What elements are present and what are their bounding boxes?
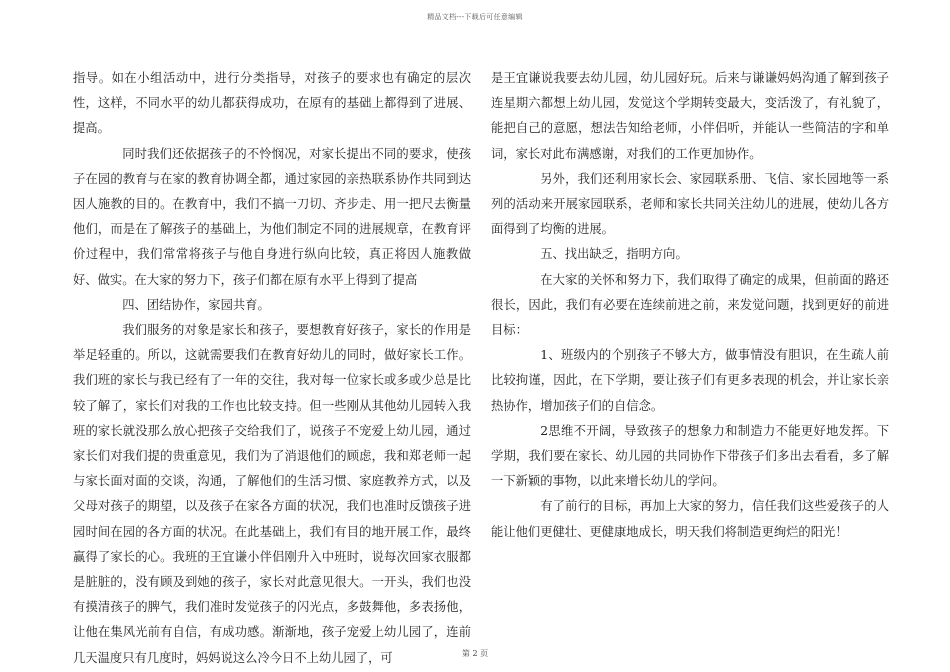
list-item: 2思维不开阔，导致孩子的想象力和制造力不能更好地发挥。下学期，我们要在家长、幼儿园的共同协作下带孩子们多出去看看，多了解一下新颖的事物，以此来增长幼儿的学问。 xyxy=(491,423,889,489)
section-heading: 四、团结协作，家园共育。 xyxy=(122,297,270,312)
paragraph: 指导。如在小组活动中，进行分类指导，对孩子的要求也有确定的层次性，这样，不同水平的幼儿都获得成功，在原有的基础上都得到了进展、提高。 xyxy=(73,71,471,136)
paragraph: 另外，我们还利用家长会、家园联系册、飞信、家长园地等一系列的活动来开展家园联系，老师和家长共同关注幼儿的进展，使幼儿各方面得到了均衡的进展。 xyxy=(491,171,889,237)
section-heading: 五、找出缺乏，指明方向。 xyxy=(540,247,688,262)
page-header: 精品文档---下载后可任意编辑 xyxy=(427,13,523,21)
paragraph: 同时我们还依据孩子的不怜悯况，对家长提出不同的要求，使孩子在园的教育与在家的教育协调全都，通过家园的亲热联系协作共同到达因人施教的目的。在教育中，我们不搞一刀切、齐步走、用一把尺去衡量他们，而是在了解孩子的基础上，为他们制定不同的进展规章，在教育评价过程中，我们常常将孩子与他自身进行纵向比较，真正将因人施教做好、做实。在大家的努力下，孩子们都在原有水平上得到了提高 xyxy=(73,146,471,287)
paragraph: 有了前行的目标，再加上大家的努力，信任我们这些爱孩子的人能让他们更健壮、更健康地成长，明天我们将制造更绚烂的阳光！ xyxy=(491,499,889,539)
paragraph: 在大家的关怀和努力下，我们取得了确定的成果，但前面的路还很长，因此，我们有必要在连续前进之前，来发觉问题，找到更好的前进目标： xyxy=(491,272,889,338)
page-number: 第 2 页 xyxy=(461,649,489,658)
paragraph: 我们服务的对象是家长和孩子，要想教育好孩子，家长的作用是举足轻重的。所以，这就需要我们在教育好幼儿的同时，做好家长工作。我们班的家长与我已经有了一年的交往，我对每一位家长或多或少总是比较了解了，家长们对我的工作也比较支持。但一些刚从其他幼儿园转入我班的家长就没那么放心把孩子交给我们了，说孩子不宠爱上幼儿园，通过家长们对我们提的贵重意见，我们为了消退他们的顾虑，我和郑老师一起与家长面对面的交谈，沟通，了解他们的生活习惯、家庭教养方式，以及父母对孩子的期望，以及孩子在家各方面的状况，我们也准时反馈孩子进园时间在园的各方面的状况。在此基础上，我们有目的地开展工作，最终赢得了家长的心。我班的王宜谦小伴侣刚升入中班时，说每次回家衣服都是脏脏的，没有顾及到她的孩子，家长对此意见很大。一开头，我们也没有摸清孩子的脾气，我们准时发觉孩子的闪光点，多鼓舞他，多表扬他，让他在集风光前有自信，有成功感。渐渐地，孩子宠爱上幼儿园了，连前几天温度只有几度时，妈妈说这么冷今日不上幼儿园了，可 xyxy=(73,323,471,665)
right-text-column xyxy=(491,66,889,545)
paragraph: 是王宜谦说我要去幼儿园，幼儿园好玩。后来与谦谦妈妈沟通了解到孩子连星期六都想上幼儿园，发觉这个学期转变最大，变活泼了，有礼貌了，能把自己的意愿，想法告知给老师，小伴侣听，并能认一些简洁的字和单词，家长对此布满感谢，对我们的工作更加协作。 xyxy=(491,71,889,161)
left-text-column xyxy=(73,66,471,671)
list-item: 1、班级内的个别孩子不够大方，做事情没有胆识，在生疏人前比较拘谨，因此，在下学期，要让孩子们有更多表现的机会，并让家长亲热协作，增加孩子们的自信念。 xyxy=(491,348,889,413)
